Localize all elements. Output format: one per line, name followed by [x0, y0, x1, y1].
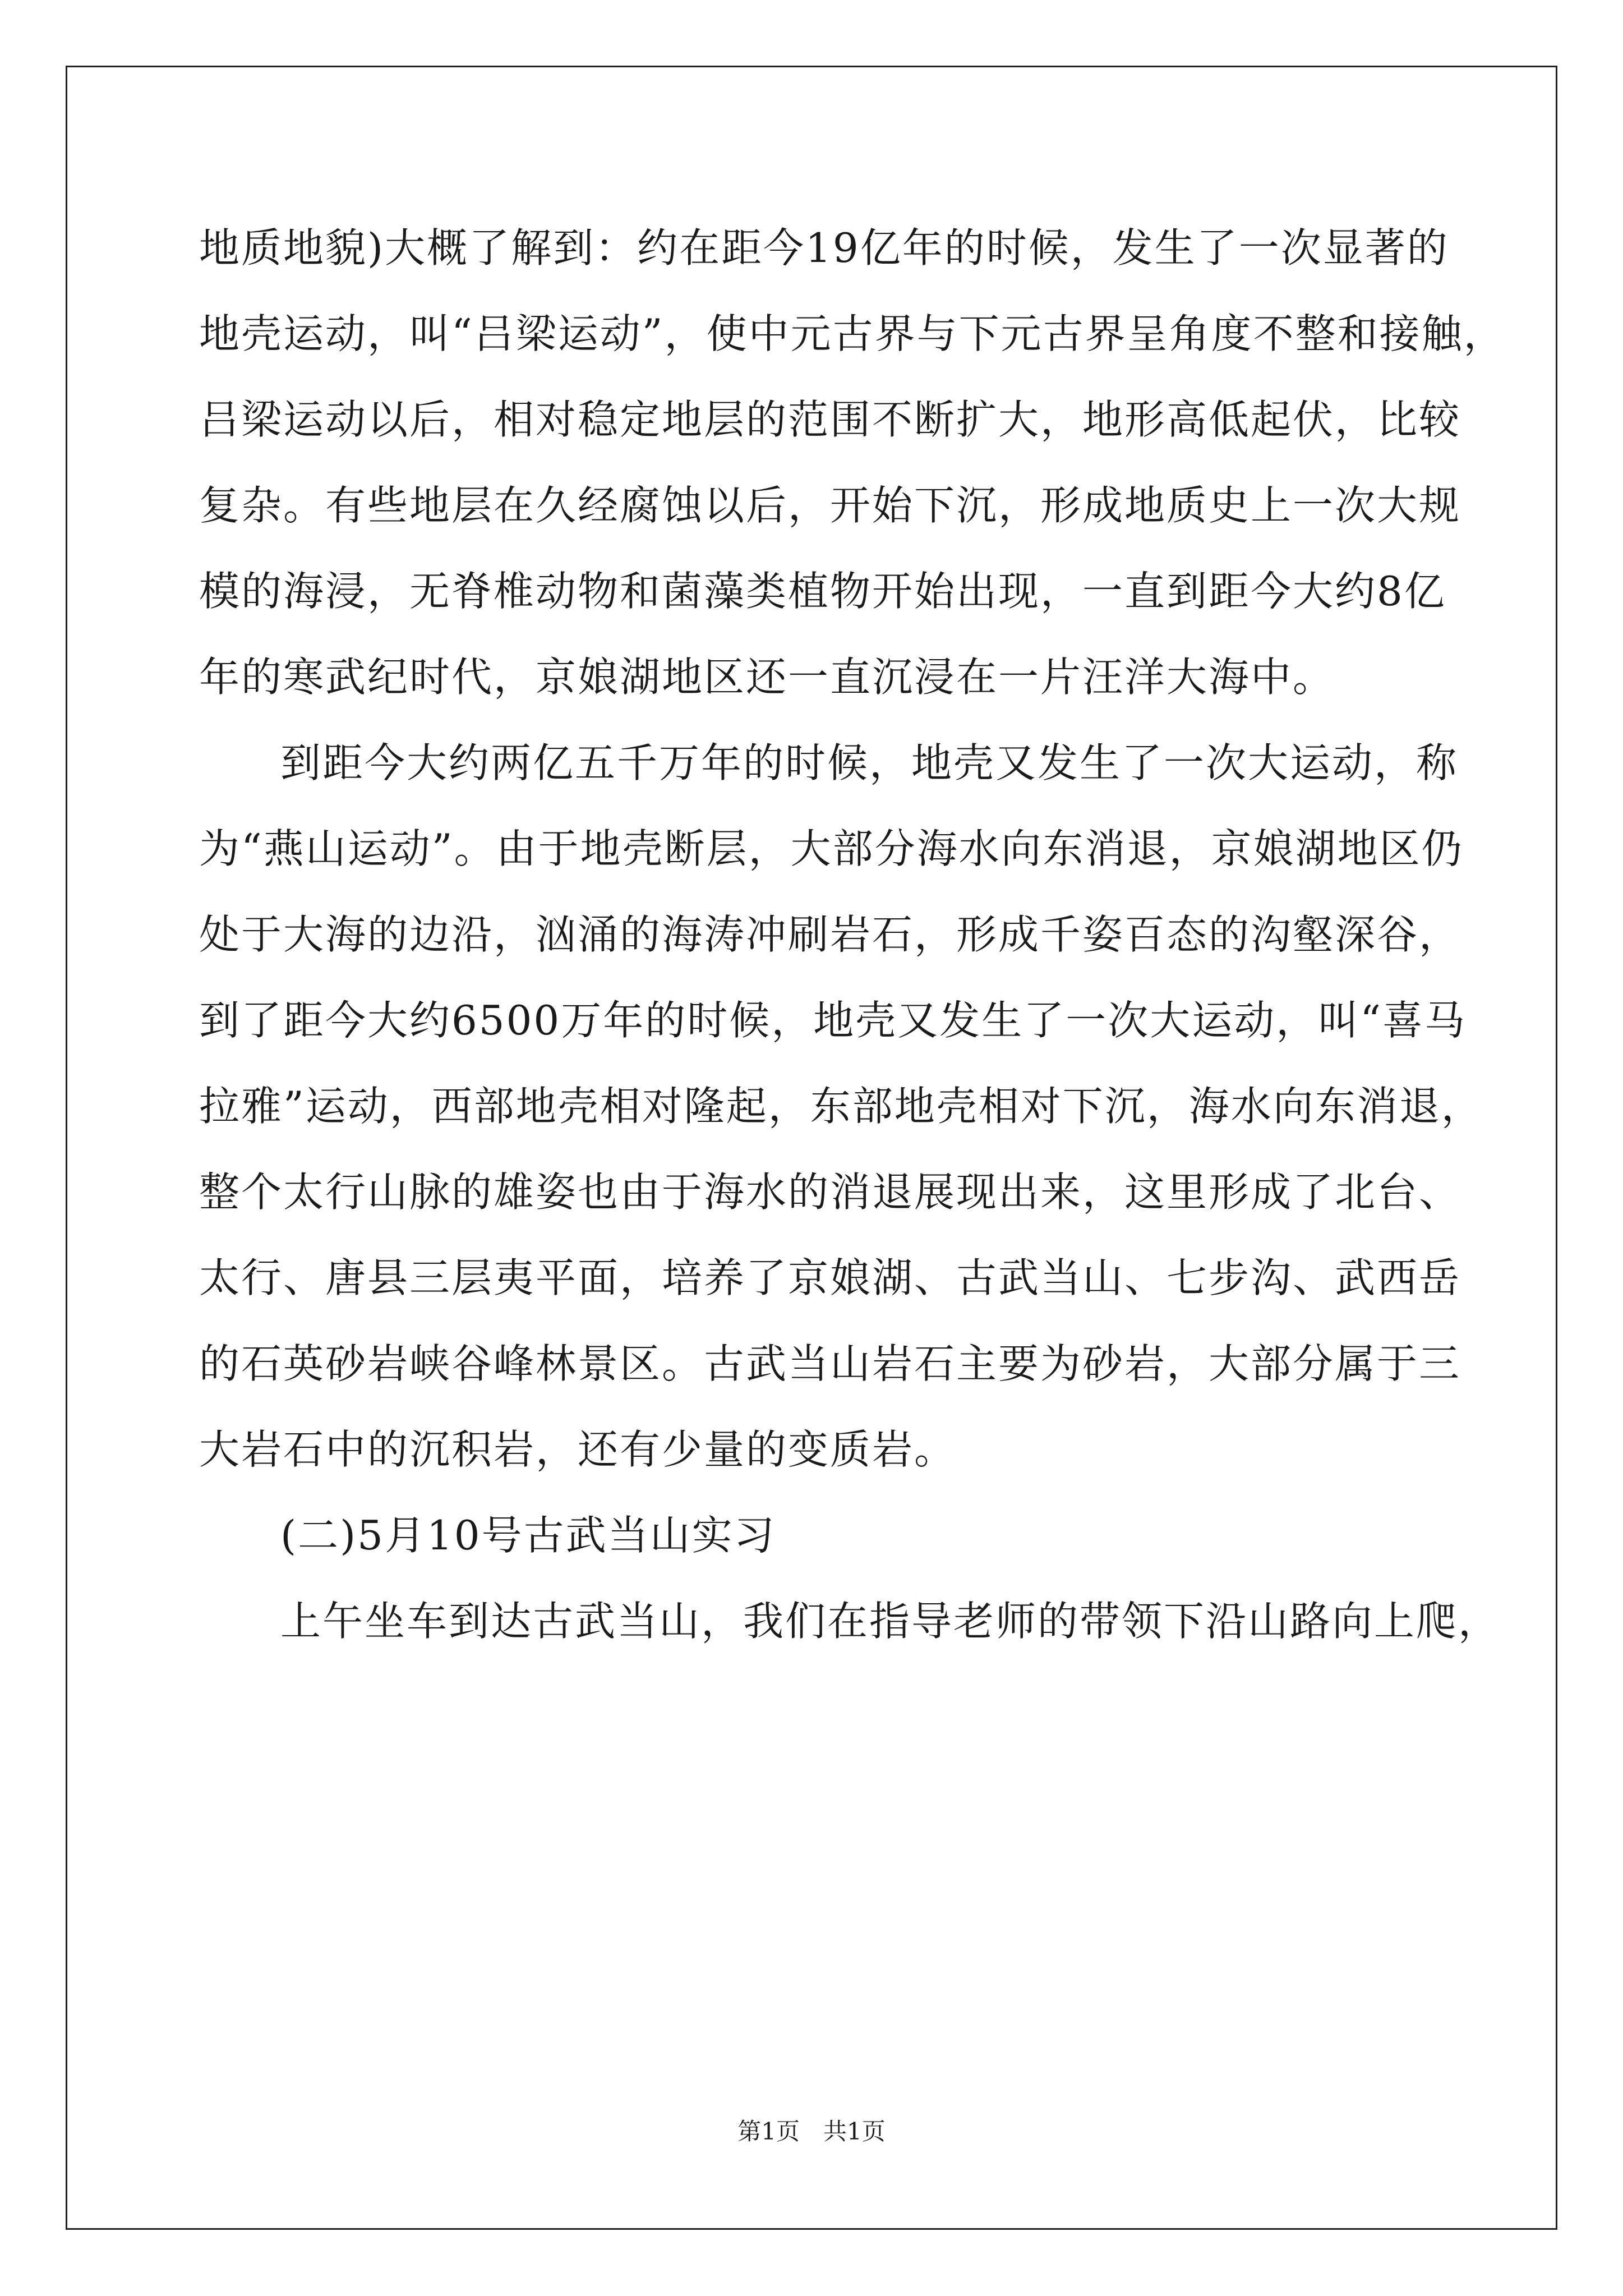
- text-line: 上午坐车到达古武当山，我们在指导老师的带领下沿山路向上爬，: [280, 1598, 1501, 1645]
- text-line: 吕梁运动以后，相对稳定地层的范围不断扩大，地形高低起伏，比较: [199, 396, 1461, 443]
- text-line: 年的寒武纪时代，京娘湖地区还一直沉浸在一片汪洋大海中。: [199, 654, 1335, 701]
- text-line: 地质地貌)大概了解到：约在距今19亿年的时候，发生了一次显著的: [199, 224, 1449, 272]
- text-line: 的石英砂岩峡谷峰林景区。古武当山岩石主要为砂岩，大部分属于三: [199, 1340, 1461, 1387]
- text-line: 太行、唐县三层夷平面，培养了京娘湖、古武当山、七步沟、武西岳: [199, 1254, 1461, 1301]
- page-footer: 第1页 共1页: [737, 2118, 886, 2145]
- text-line: 地壳运动，叫“吕梁运动”，使中元古界与下元古界呈角度不整和接触，: [199, 310, 1506, 357]
- text-line: 到了距今大约6500万年的时候，地壳又发生了一次大运动，叫“喜马: [199, 997, 1467, 1044]
- text-line: 处于大海的边沿，汹涌的海涛冲刷岩石，形成千姿百态的沟壑深谷，: [199, 911, 1461, 958]
- section-heading: (二)5月10号古武当山实习: [280, 1512, 776, 1559]
- text-line: 为“燕山运动”。由于地壳断层，大部分海水向东消退，京娘湖地区仍: [199, 825, 1464, 872]
- text-line: 模的海浸，无脊椎动物和菌藻类植物开始出现，一直到距今大约8亿: [199, 568, 1446, 615]
- text-line: 大岩石中的沉积岩，还有少量的变质岩。: [199, 1426, 957, 1473]
- text-line: 到距今大约两亿五千万年的时候，地壳又发生了一次大运动，称: [280, 739, 1459, 786]
- text-line: 整个太行山脉的雄姿也由于海水的消退展现出来，这里形成了北台、: [199, 1168, 1461, 1216]
- text-line: 复杂。有些地层在久经腐蚀以后，开始下沉，形成地质史上一次大规: [199, 482, 1461, 529]
- text-line: 拉雅”运动，西部地壳相对隆起，东部地壳相对下沉，海水向东消退，: [199, 1083, 1483, 1130]
